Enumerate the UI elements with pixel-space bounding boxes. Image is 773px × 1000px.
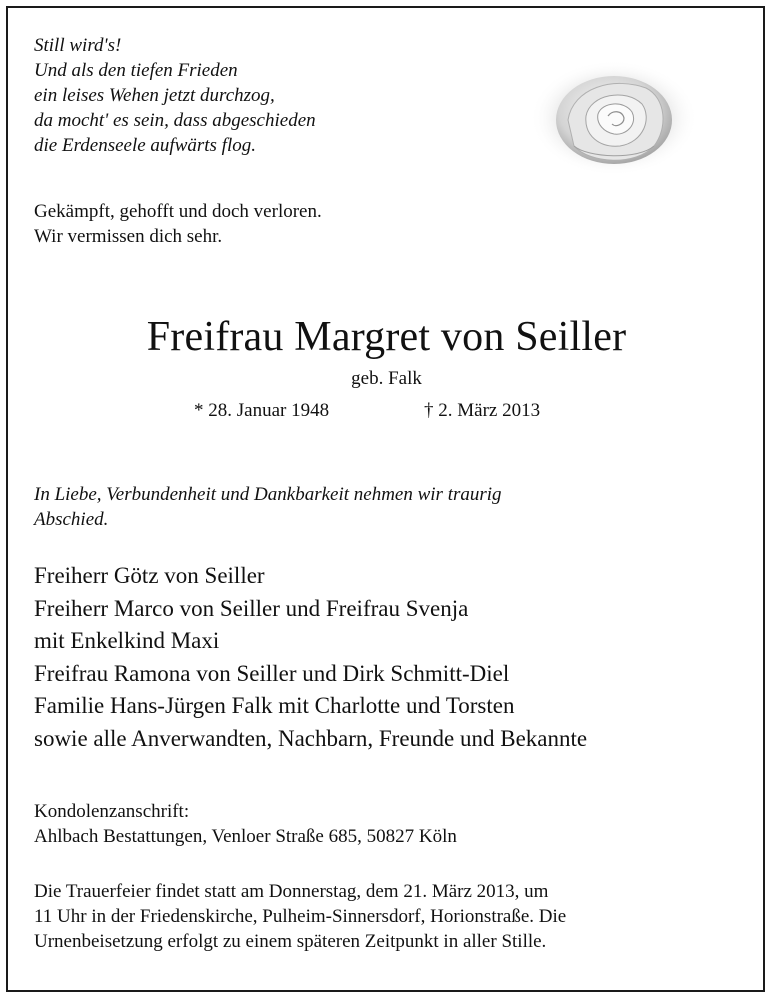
condolence-address <box>34 799 457 849</box>
farewell-line: Abschied. <box>34 509 109 530</box>
rose-icon <box>528 58 700 178</box>
mourner-line: Freiherr Götz von Seiller <box>34 563 265 588</box>
poem-line: da mocht' es sein, dass abgeschieden <box>34 110 316 131</box>
death-date: † 2. März 2013 <box>424 400 541 421</box>
service-line: Urnenbeisetzung erfolgt zu einem späteren Zeitpunkt in aller Stille. <box>34 931 547 952</box>
mourner-line: Freiherr Marco von Seiller und Freifrau Svenja <box>34 595 469 621</box>
service-info <box>34 879 566 954</box>
poem-line: Und als den tiefen Frieden <box>34 60 238 81</box>
quote <box>34 199 322 249</box>
farewell-text <box>34 482 734 532</box>
condolence-address-line: Ahlbach Bestattungen, Venloer Straße 685, 50827 Köln <box>34 826 457 847</box>
poem-line: Still wird's! <box>34 35 122 56</box>
farewell-line: In Liebe, Verbundenheit und Dankbarkeit nehmen wir traurig <box>34 484 502 505</box>
service-line: Die Trauerfeier findet statt am Donnerstag, dem 21. März 2013, um <box>34 881 549 902</box>
service-line: 11 Uhr in der Friedenskirche, Pulheim-Sinnersdorf, Horionstraße. Die <box>34 906 567 927</box>
poem <box>34 33 316 158</box>
born-name: geb. Falk <box>351 368 422 389</box>
quote-line: Wir vermissen dich sehr. <box>34 226 223 247</box>
mourner-line: sowie alle Anverwandten, Nachbarn, Freunde und Bekannte <box>34 725 588 751</box>
deceased-name: Freifrau Margret von Seiller <box>146 314 627 360</box>
mourner-line: Freifrau Ramona von Seiller und Dirk Schmitt-Diel <box>34 660 510 686</box>
quote-line: Gekämpft, gehofft und doch verloren. <box>34 201 322 222</box>
birth-date: * 28. Januar 1948 <box>194 400 330 421</box>
poem-line: die Erdenseele aufwärts flog. <box>34 135 256 156</box>
condolence-label: Kondolenzanschrift: <box>34 801 190 822</box>
mourner-line: mit Enkelkind Maxi <box>34 628 220 653</box>
poem-line: ein leises Wehen jetzt durchzog, <box>34 85 275 106</box>
mourners-list <box>34 560 587 755</box>
mourner-line: Familie Hans-Jürgen Falk mit Charlotte und Torsten <box>34 693 515 718</box>
